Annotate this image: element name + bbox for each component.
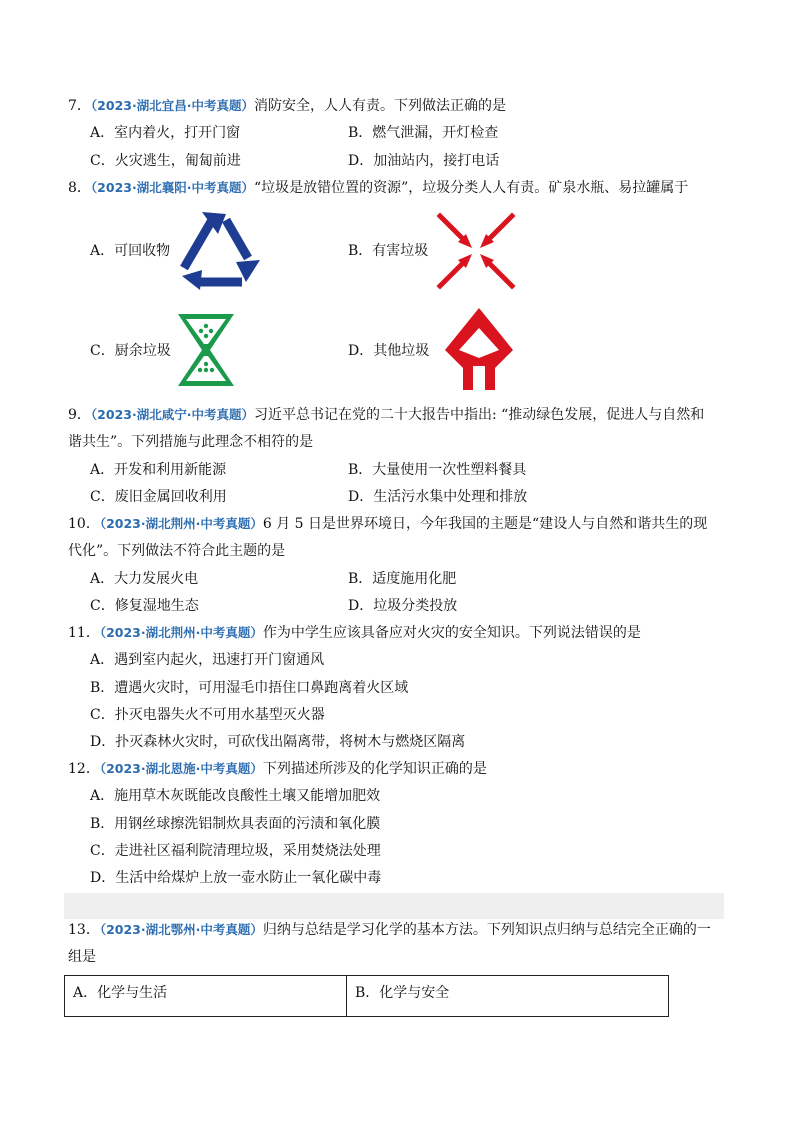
option-a[interactable]: A．开发和利用新能源 [90,462,227,478]
question-8-stem [68,179,688,197]
question-11-stem [68,624,641,642]
option-b[interactable]: B．大量使用一次性塑料餐具 [348,462,527,478]
recyclable-icon [174,210,264,290]
question-source: （2023·湖北荆州·中考真题） [99,625,263,640]
question-12-stem [68,760,487,778]
option-b[interactable]: B．适度施用化肥 [348,571,457,587]
option-a[interactable]: A．施用草木灰既能改良酸性土壤又能增加肥效 [90,788,381,804]
option-a[interactable]: A．大力发展火电 [90,571,199,587]
option-d[interactable]: D．生活污水集中处理和排放 [348,489,528,505]
question-10-stem [68,515,707,533]
question-number: 13． [68,922,100,938]
question-source: （2023·湖北恩施·中考真题） [99,761,263,776]
question-number: 7． [68,98,91,114]
option-b[interactable]: B．用钢丝球擦洗铝制炊具表面的污渍和氧化膜 [90,816,381,832]
table-row [65,976,669,1017]
question-7-stem [68,97,506,115]
question-text-continued: 代化”。下列做法不符合此主题的是 [68,543,286,559]
question-source: （2023·湖北荆州·中考真题） [99,516,263,531]
table-cell-b[interactable]: B．化学与安全 [347,976,669,1017]
option-d[interactable]: D．其他垃圾 [348,343,430,359]
kitchen-waste-icon [176,312,236,388]
option-d[interactable]: D．生活中给煤炉上放一壶水防止一氧化碳中毒 [90,870,382,886]
option-a[interactable]: A．可回收物 [90,243,171,259]
table-cell-a[interactable]: A．化学与生活 [65,976,347,1017]
question-number: 9． [68,407,91,423]
question-text: “垃圾是放错位置的资源”，垃圾分类人人有责。矿泉水瓶、易拉罐属于 [253,180,689,196]
section-divider [64,893,724,919]
question-source: （2023·湖北襄阳·中考真题） [90,180,254,195]
question-source: （2023·湖北宜昌·中考真题） [90,98,254,113]
options-table [64,975,669,1017]
question-text: 作为中学生应该具备应对火灾的安全知识。下列说法错误的是 [262,625,641,641]
option-c[interactable]: C．走进社区福利院清理垃圾，采用焚烧法处理 [90,843,381,859]
question-source: （2023·湖北咸宁·中考真题） [90,407,254,422]
option-c[interactable]: C．修复湿地生态 [90,598,199,614]
option-c[interactable]: C．厨余垃圾 [90,343,171,359]
question-number: 8． [68,180,91,196]
option-d[interactable]: D．加油站内，接打电话 [348,153,500,169]
hazardous-waste-icon [436,212,516,290]
question-text: 下列描述所涉及的化学知识正确的是 [262,761,487,777]
option-b[interactable]: B．有害垃圾 [348,243,429,259]
question-text: 归纳与总结是学习化学的基本方法。下列知识点归纳与总结完全正确的一 [262,922,711,938]
question-9-stem [68,406,704,424]
option-d[interactable]: D．扑灭森林火灾时，可砍伐出隔离带，将树木与燃烧区隔离 [90,734,466,750]
question-13-stem [68,921,711,939]
option-c[interactable]: C．扑灭电器失火不可用水基型灭火器 [90,707,325,723]
option-d[interactable]: D．垃圾分类投放 [348,598,458,614]
option-a[interactable]: A．室内着火，打开门窗 [90,125,241,141]
option-a[interactable]: A．遇到室内起火，迅速打开门窗通风 [90,652,325,668]
question-text: 消防安全，人人有责。下列做法正确的是 [253,98,506,114]
question-text-continued: 组是 [68,949,96,965]
question-number: 12． [68,761,100,777]
other-waste-icon [441,306,517,392]
question-text-continued: 谐共生”。下列措施与此理念不相符的是 [68,434,314,450]
question-number: 11． [68,625,100,641]
question-text: 6 月 5 日是世界环境日，今年我国的主题是“建设人与自然和谐共生的现 [262,516,708,532]
option-b[interactable]: B．燃气泄漏，开灯检查 [348,125,499,141]
option-c[interactable]: C．火灾逃生，匍匐前进 [90,153,241,169]
option-b[interactable]: B．遭遇火灾时，可用湿毛巾捂住口鼻跑离着火区域 [90,680,409,696]
option-c[interactable]: C．废旧金属回收利用 [90,489,227,505]
question-number: 10． [68,516,100,532]
question-text: 习近平总书记在党的二十大报告中指出: “推动绿色发展，促进人与自然和 [253,407,705,423]
question-source: （2023·湖北鄂州·中考真题） [99,922,263,937]
